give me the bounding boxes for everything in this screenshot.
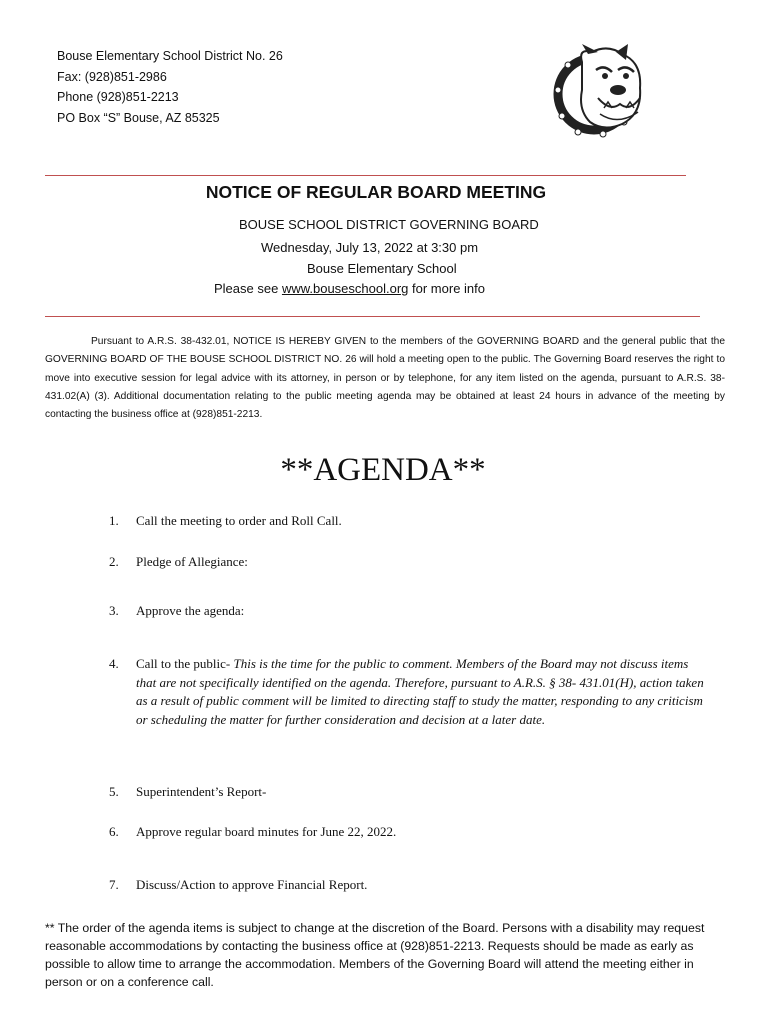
public-notice-text: Pursuant to A.R.S. 38-432.01, NOTICE IS HEREBY GIVEN to the members of the GOVERNING BOARD and the general public that the GOVERNING BOARD OF THE BOUSE SCHOOL DISTRICT NO. 26 will hold a meeting open to the public. The Governing Board reserves the right to move into executive session for legal advice with its attorney, in person or by telephone, for any item listed on the agenda, pursuant to A.R.S. 38-431.02(A) (3). Additional documentation relating to the public meeting agenda may be obtained at least 24 hours in advance of the meeting by contacting the business office at (928)851-2213. [45,336,725,421]
agenda-item-number: 6. [109,824,119,839]
agenda-item-text: Pledge of Allegiance: [136,554,248,569]
district-address-block [57,46,283,128]
agenda-item-text: Call the meeting to order and Roll Call. [136,513,342,528]
po-box: PO Box “S” Bouse, AZ 85325 [57,110,220,125]
agenda-item-text: Discuss/Action to approve Financial Report. [136,877,368,892]
website-link[interactable]: www.bouseschool.org [281,281,409,296]
more-info-line [214,281,485,296]
governing-board-line: BOUSE SCHOOL DISTRICT GOVERNING BOARD [239,217,539,232]
agenda-item-number: 7. [109,877,119,892]
footer-note: ** The order of the agenda items is subject to change at the discretion of the Board. Persons with a disability may request reasonable accommodations by contacting the business office at (928)851-2213. Requests should be made as early as possible to allow time to arrange the accommodation. Members of the Governing Board will attend the meeting either in person or on a conference call. [45,921,705,989]
header-divider-bottom [45,316,700,317]
agenda-item-number: 4. [109,656,119,671]
agenda-item-number: 2. [109,554,119,569]
agenda-item-text: Approve the agenda: [136,603,245,618]
agenda-item-number: 5. [109,784,119,799]
agenda-item-text [136,655,706,729]
district-name: Bouse Elementary School District No. 26 [57,49,283,63]
phone-number: Phone (928)851-2213 [57,90,179,104]
agenda-heading: **AGENDA** [280,452,486,488]
agenda-item-text: Superintendent’s Report- [136,784,267,799]
page-title: NOTICE OF REGULAR BOARD MEETING [205,182,547,202]
meeting-date-line: Wednesday, July 13, 2022 at 3:30 pm [261,240,479,255]
bulldog-mascot-icon [548,40,648,142]
public-notice-paragraph [45,333,725,424]
agenda-item-number: 3. [109,603,119,618]
call-to-public-label: Call to the public- [136,656,234,671]
agenda-item-text: Approve regular board minutes for June 22, 2022. [136,824,397,839]
public-comment-disclaimer: This is the time for the public to comment. Members of the Board may not discuss items that are not specifically identified on the agenda. Therefore, pursuant to A.R.S. § 38- 431.01(H), action taken as a result of public comment will be limited to directing staff to study the matter, responding to any criticism or scheduling the matter for further consideration and decision at a later date. [136,656,704,727]
more-info-suffix: for more info [408,281,485,296]
header-divider-top [45,175,686,176]
agenda-item-number: 1. [109,513,119,528]
more-info-prefix: Please see [214,281,282,296]
meeting-location-line: Bouse Elementary School [307,261,457,276]
fax-number: Fax: (928)851-2986 [57,69,167,84]
